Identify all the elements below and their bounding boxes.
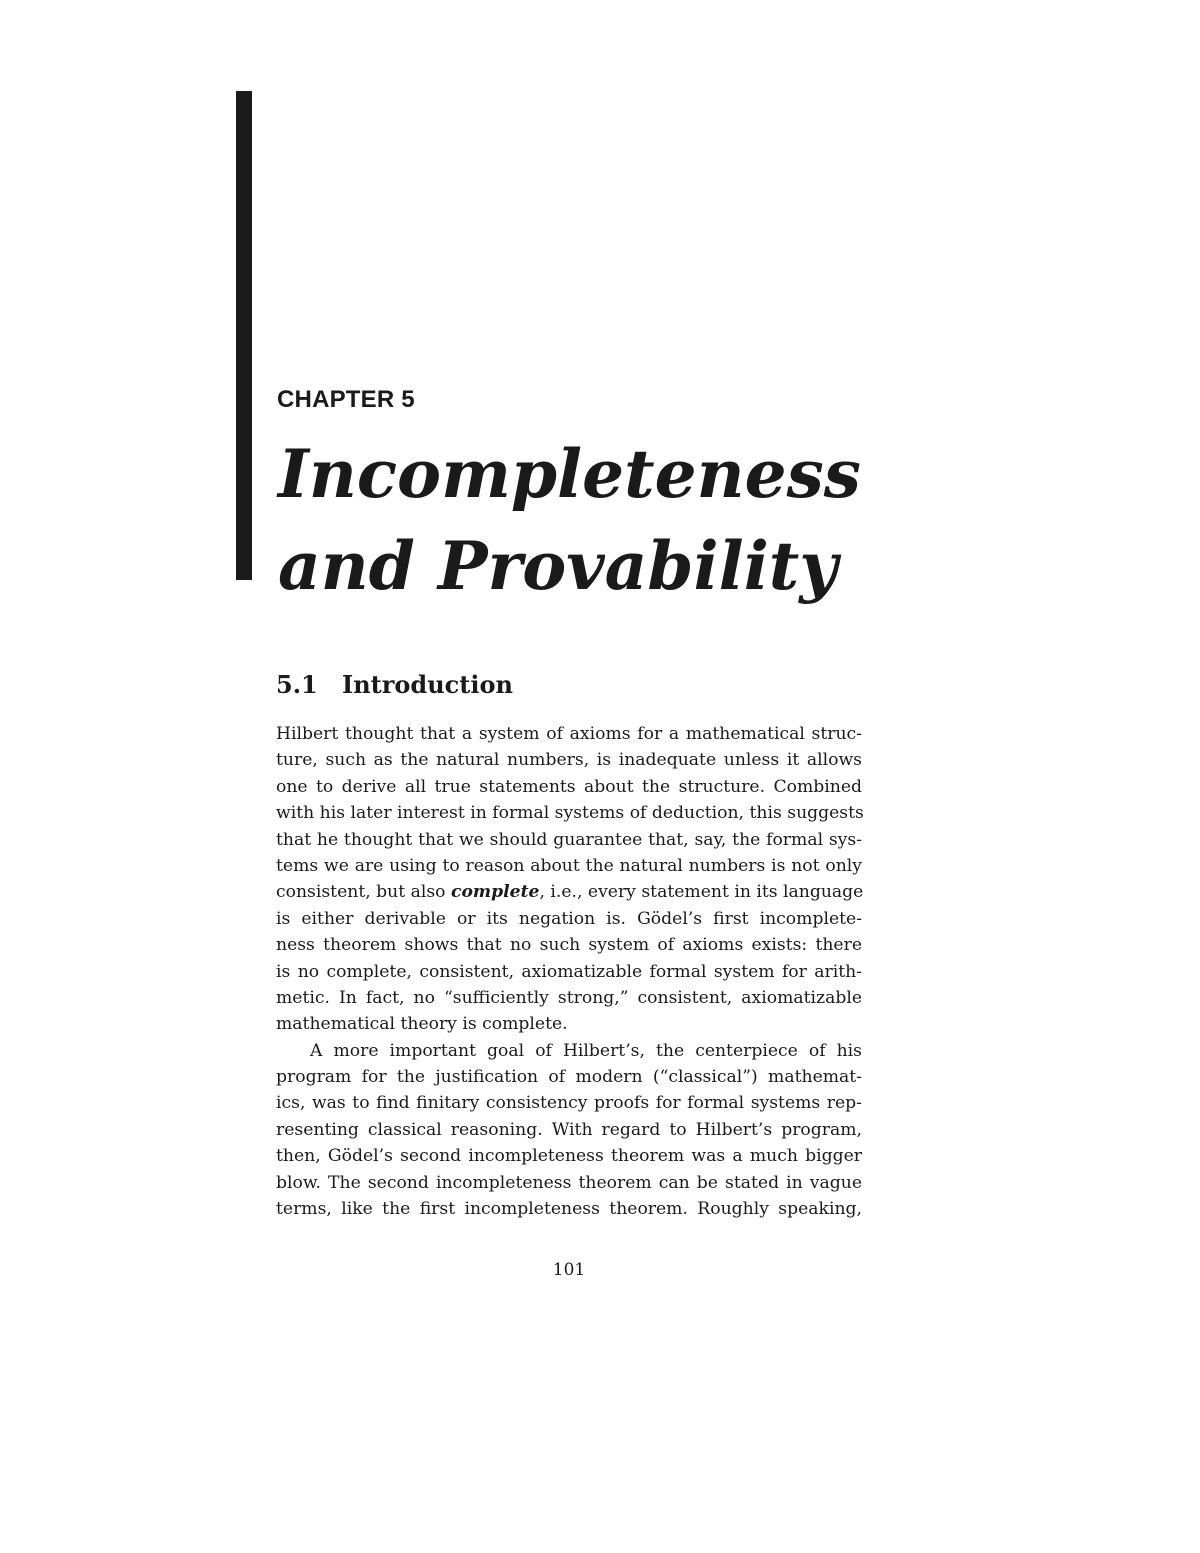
text-line: is either derivable or its negation is. Gödel’s first incomplete-: [276, 908, 862, 929]
chapter-title-line: Incompleteness: [278, 435, 861, 513]
chapter-title-line: and Provability: [278, 527, 838, 605]
text-line: metic. In fact, no “sufficiently strong,” consistent, axiomatizable: [276, 987, 862, 1008]
text-line: terms, like the first incompleteness theorem. Roughly speaking,: [276, 1199, 862, 1220]
chapter-marker-bar: [236, 91, 252, 580]
text-run: , i.e., every statement in its language: [539, 882, 864, 903]
text-line: with his later interest in formal systems of deduction, this suggests: [276, 803, 864, 824]
text-line: tems we are using to reason about the natural numbers is not only: [276, 855, 862, 876]
text-line: ness theorem shows that no such system of axioms exists: there: [276, 935, 862, 956]
text-line: resenting classical reasoning. With regard to Hilbert’s program,: [276, 1119, 862, 1140]
page-number: 101: [552, 1260, 586, 1280]
text-line: blow. The second incompleteness theorem can be stated in vague: [276, 1172, 862, 1193]
text-run: consistent, but also: [276, 882, 451, 903]
text-line: Hilbert thought that a system of axioms for a mathematical struc-: [276, 724, 862, 744]
paragraph: [276, 1038, 862, 1223]
text-line: ics, was to find finitary consistency proofs for formal systems rep-: [276, 1093, 862, 1114]
section-number: 5.1: [276, 670, 318, 699]
emphasized-term: complete: [450, 882, 540, 903]
text-line: one to derive all true statements about the structure. Combined: [276, 776, 862, 797]
section-title: Introduction: [342, 670, 513, 699]
chapter-label: CHAPTER 5: [277, 386, 415, 413]
text-line: is no complete, consistent, axiomatizable formal system for arith-: [276, 961, 862, 982]
body-text: [276, 721, 862, 1222]
section-heading: [276, 668, 513, 702]
text-line: A more important goal of Hilbert’s, the centerpiece of his: [310, 1040, 862, 1061]
text-line: that he thought that we should guarantee that, say, the formal sys-: [276, 829, 862, 850]
text-line: ture, such as the natural numbers, is inadequate unless it allows: [276, 750, 862, 771]
text-line: program for the justification of modern (“classical”) mathemat-: [276, 1067, 862, 1088]
text-line: mathematical theory is complete.: [276, 1014, 568, 1035]
chapter-title: [278, 428, 898, 612]
paragraph: [276, 721, 862, 1038]
text-line: then, Gödel’s second incompleteness theorem was a much bigger: [276, 1146, 862, 1167]
text-line: [276, 879, 862, 905]
